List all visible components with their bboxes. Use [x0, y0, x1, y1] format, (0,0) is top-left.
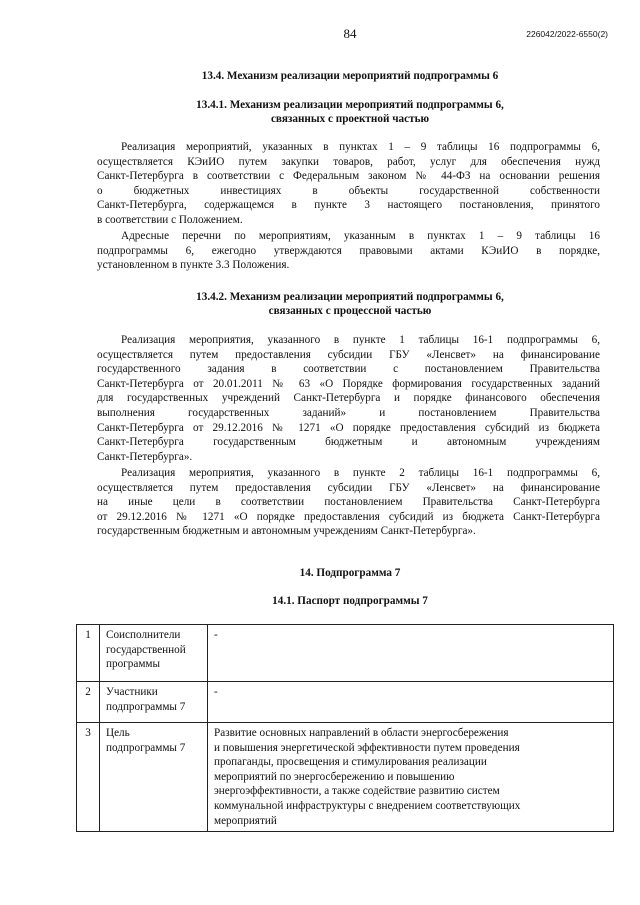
paragraph-line: Санкт-Петербурга». — [97, 450, 193, 463]
section-title-13-4-1 — [70, 98, 630, 126]
row-value-line: - — [214, 629, 218, 641]
paragraph-line: государственным бюджетным и автономным учреждениям Санкт-Петербурга». — [97, 525, 476, 538]
row-value-line: - — [214, 686, 218, 698]
paragraph-line: Санкт-Петербурга в соответствии с Федеральным законом № 44-ФЗ на основании решения — [97, 170, 600, 183]
paragraph-line: Санкт-Петербурга, содержащемся в пункте 3 настоящего постановления, принятого — [97, 199, 600, 212]
row-value — [208, 625, 614, 682]
row-label — [100, 723, 208, 832]
paragraph-line: подпрограммы 6, ежегодно утверждаются правовыми актами КЭиИО в порядке, — [97, 244, 600, 257]
passport-table — [76, 624, 614, 832]
section-title-line: 13.4.2. Механизм реализации мероприятий подпрограммы 6, — [196, 291, 504, 303]
paragraph-line: осуществляется путем предоставления субсидии ГБУ «Ленсвет» на финансирование — [97, 348, 600, 361]
document-id: 226042/2022-6550(2) — [526, 29, 608, 39]
row-label-line: Соисполнители — [106, 629, 181, 641]
paragraph-line: в соответствии с Положением. — [97, 213, 243, 226]
paragraph-line: осуществляется КЭиИО путем закупки товаров, работ, услуг для обеспечения нужд — [97, 155, 600, 168]
row-number: 2 — [77, 682, 100, 723]
section-title-14-1: 14.1. Паспорт подпрограммы 7 — [272, 595, 428, 607]
row-value-line: коммунальной инфраструктуры с внедрением соответствующих — [214, 799, 521, 812]
paragraph-line: Реализация мероприятий, указанных в пунктах 1 – 9 таблицы 16 подпрограммы 6, — [121, 141, 600, 153]
paragraph-line: Реализация мероприятия, указанного в пункте 1 таблицы 16-1 подпрограммы 6, — [121, 334, 600, 346]
paragraph-1 — [97, 140, 600, 228]
row-label-line: Участники — [106, 686, 158, 698]
row-value-line: Развитие основных направлений в области энергосбережения — [214, 727, 509, 739]
row-value-line: и повышения энергетической эффективности путем проведения — [214, 741, 520, 754]
row-value-line: мероприятий — [214, 814, 277, 827]
table-row — [77, 625, 614, 682]
row-value-line: пропаганды, просвещения и стимулирования реализации — [214, 756, 487, 769]
section-title-line: 13.4.1. Механизм реализации мероприятий подпрограммы 6, — [196, 99, 504, 111]
table-row — [77, 723, 614, 832]
paragraph-line: Адресные перечни по мероприятиям, указанным в пунктах 1 – 9 таблицы 16 — [121, 230, 600, 242]
row-number: 3 — [77, 723, 100, 832]
paragraph-line: установленном в пункте 3.3 Положения. — [97, 259, 290, 272]
row-label-line: подпрограммы 7 — [106, 741, 186, 754]
paragraph-line: осуществляется путем предоставления субсидии ГБУ «Ленсвет» на финансирование — [97, 481, 600, 494]
row-value-line: мероприятий по энергосбережению и повышению — [214, 770, 455, 783]
row-label-line: подпрограммы 7 — [106, 700, 186, 713]
paragraph-3 — [97, 333, 600, 464]
paragraph-line: от 29.12.2016 № 1271 «О порядке предоставления субсидий из бюджета Санкт-Петербурга — [97, 510, 600, 523]
row-number: 1 — [77, 625, 100, 682]
paragraph-2 — [97, 229, 600, 273]
section-title-line: связанных с процессной частью — [268, 305, 432, 317]
row-label — [100, 625, 208, 682]
paragraph-line: Реализация мероприятия, указанного в пункте 2 таблицы 16-1 подпрограммы 6, — [121, 467, 600, 479]
paragraph-line: Санкт-Петербурга от 29.12.2016 № 1271 «О порядке предоставления субсидий из бюджета — [97, 421, 600, 434]
paragraph-line: для государственных учреждений Санкт-Петербурга и порядке финансового обеспечения — [97, 392, 600, 405]
paragraph-line: на иные цели в соответствии постановлением Правительства Санкт-Петербурга — [97, 496, 600, 509]
section-title-14: 14. Подпрограмма 7 — [299, 567, 401, 579]
row-value — [208, 723, 614, 832]
page-number: 84 — [343, 26, 357, 41]
paragraph-line: о бюджетных инвестициях в объекты государственной собственности — [97, 184, 600, 197]
paragraph-line: государственного задания в соответствии с постановлением Правительства — [97, 363, 600, 376]
table-row — [77, 682, 614, 723]
section-title-13-4: 13.4. Механизм реализации мероприятий подпрограммы 6 — [201, 70, 499, 82]
row-label-line: государственной — [106, 643, 186, 656]
paragraph-line: Санкт-Петербурга государственным бюджетным и автономным учреждениям — [97, 436, 600, 449]
paragraph-line: выполнения государственных заданий» и постановлением Правительства — [97, 406, 600, 419]
section-title-line: связанных с проектной частью — [270, 113, 430, 125]
row-value-line: энергоэффективности, а также содействие развитию систем — [214, 785, 500, 798]
row-label-line: программы — [106, 658, 160, 671]
row-value — [208, 682, 614, 723]
row-label-line: Цель — [106, 727, 130, 739]
paragraph-4 — [97, 466, 600, 539]
section-title-13-4-2 — [70, 290, 630, 318]
row-label — [100, 682, 208, 723]
paragraph-line: Санкт-Петербурга от 20.01.2011 № 63 «О Порядке формирования государственных заданий — [97, 377, 600, 390]
